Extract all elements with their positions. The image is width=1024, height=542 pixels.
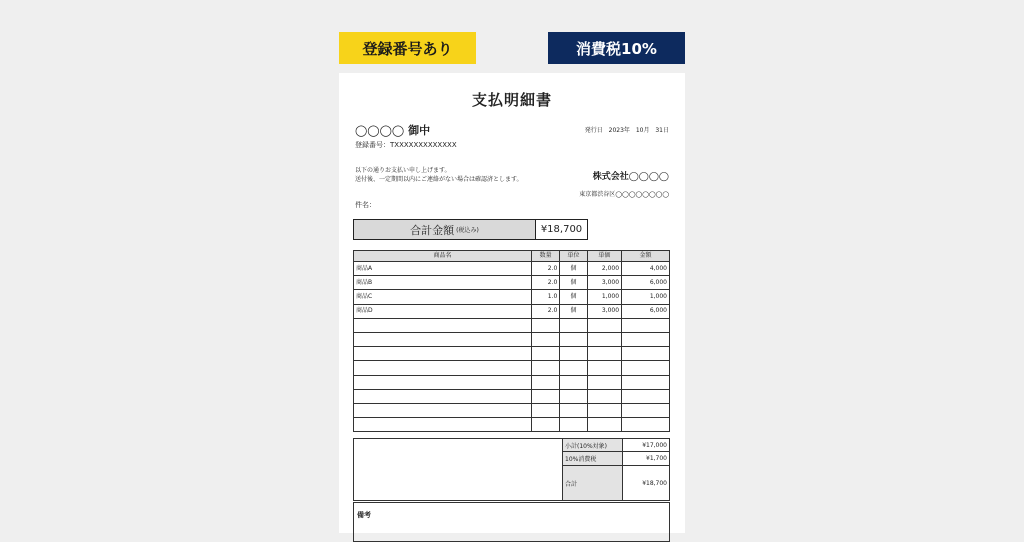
cell-name — [354, 418, 532, 432]
table-row — [354, 304, 670, 318]
remarks-label: 備考 — [357, 511, 371, 519]
cell-name: 商品D — [354, 304, 532, 318]
cell-amount: 4,000 — [622, 262, 670, 276]
table-row — [354, 332, 670, 346]
tax-included-note: (税込み) — [456, 227, 479, 234]
registration-badge: 登録番号あり — [339, 32, 476, 64]
cell-qty: 2.0 — [531, 304, 559, 318]
cell-unit — [560, 403, 587, 417]
table-row — [354, 276, 670, 290]
message-line-2: 送付後、一定期間以内にご連絡がない場合は確認済とします。 — [355, 176, 523, 183]
cell-name — [354, 389, 532, 403]
cell-name — [354, 318, 532, 332]
cell-amount — [622, 418, 670, 432]
cell-price: 3,000 — [587, 304, 621, 318]
cell-name: 商品B — [354, 276, 532, 290]
document-title: 支払明細書 — [471, 91, 552, 109]
cell-amount: 6,000 — [622, 276, 670, 290]
cell-price — [587, 418, 621, 432]
cell-name: 商品A — [354, 262, 532, 276]
header-unit: 単位 — [560, 251, 587, 262]
total-amount-label — [354, 220, 536, 239]
cell-amount: 1,000 — [622, 290, 670, 304]
cell-unit — [560, 375, 587, 389]
table-row — [354, 389, 670, 403]
cell-amount — [622, 332, 670, 346]
payment-statement-sheet — [339, 73, 685, 533]
table-row — [354, 262, 670, 276]
recipient-name: ◯◯◯◯ 御中 — [355, 124, 431, 137]
summary-blank-area — [354, 439, 563, 501]
cell-name: 商品C — [354, 290, 532, 304]
table-row — [354, 290, 670, 304]
table-row — [354, 418, 670, 432]
company-address: 東京都渋谷区◯◯◯◯◯◯◯◯ — [579, 191, 669, 198]
payment-message — [355, 166, 523, 184]
cell-name — [354, 347, 532, 361]
header-item-name: 商品名 — [354, 251, 532, 262]
summary-table — [353, 438, 670, 501]
cell-qty — [531, 361, 559, 375]
cell-unit — [560, 318, 587, 332]
cell-qty — [531, 332, 559, 346]
cell-price — [587, 389, 621, 403]
tax-value: ¥1,700 — [623, 452, 670, 466]
cell-qty: 2.0 — [531, 262, 559, 276]
cell-unit — [560, 361, 587, 375]
table-row — [354, 375, 670, 389]
message-line-1: 以下の通りお支払い申し上げます。 — [355, 167, 451, 174]
issue-date: 発行日 2023年 10月 31日 — [584, 127, 669, 134]
remarks-box — [353, 502, 670, 542]
cell-name — [354, 403, 532, 417]
table-row — [354, 361, 670, 375]
cell-qty — [531, 418, 559, 432]
cell-amount — [622, 361, 670, 375]
table-row — [354, 318, 670, 332]
cell-unit: 個 — [560, 276, 587, 290]
registration-number: 登録番号：TXXXXXXXXXXXXX — [355, 141, 457, 149]
cell-unit — [560, 418, 587, 432]
cell-price — [587, 318, 621, 332]
cell-price — [587, 403, 621, 417]
cell-unit: 個 — [560, 262, 587, 276]
cell-unit: 個 — [560, 290, 587, 304]
total-amount-label-text: 合計金額 — [410, 223, 455, 237]
cell-amount — [622, 389, 670, 403]
subtotal-row — [354, 439, 670, 452]
subtotal-value: ¥17,000 — [623, 439, 670, 452]
cell-price: 1,000 — [587, 290, 621, 304]
cell-price — [587, 375, 621, 389]
cell-amount — [622, 403, 670, 417]
cell-qty — [531, 318, 559, 332]
tax-rate-badge: 消費税10% — [548, 32, 685, 64]
cell-price — [587, 361, 621, 375]
total-amount-value: ¥18,700 — [540, 224, 583, 235]
cell-qty — [531, 389, 559, 403]
cell-unit — [560, 389, 587, 403]
cell-amount — [622, 347, 670, 361]
cell-qty — [531, 403, 559, 417]
grand-total-value: ¥18,700 — [623, 466, 670, 501]
cell-price — [587, 347, 621, 361]
subject-label: 件名： — [355, 201, 376, 209]
cell-amount — [622, 375, 670, 389]
tax-label: 10%消費税 — [563, 452, 623, 466]
total-amount-box — [353, 219, 588, 240]
items-table-body — [354, 262, 670, 432]
cell-name — [354, 375, 532, 389]
cell-unit — [560, 347, 587, 361]
cell-qty — [531, 347, 559, 361]
table-header-row — [354, 251, 670, 262]
cell-price: 2,000 — [587, 262, 621, 276]
cell-unit: 個 — [560, 304, 587, 318]
table-row — [354, 403, 670, 417]
company-name: 株式会社◯◯◯◯ — [592, 172, 669, 182]
header-unit-price: 単価 — [587, 251, 621, 262]
cell-qty — [531, 375, 559, 389]
items-table — [353, 250, 670, 432]
cell-amount — [622, 318, 670, 332]
cell-price: 3,000 — [587, 276, 621, 290]
header-quantity: 数量 — [531, 251, 559, 262]
cell-amount: 6,000 — [622, 304, 670, 318]
cell-price — [587, 332, 621, 346]
cell-unit — [560, 332, 587, 346]
subtotal-label: 小計(10%対象) — [563, 439, 623, 452]
cell-name — [354, 361, 532, 375]
cell-qty: 1.0 — [531, 290, 559, 304]
cell-qty: 2.0 — [531, 276, 559, 290]
cell-name — [354, 332, 532, 346]
grand-total-label: 合計 — [563, 466, 623, 501]
table-row — [354, 347, 670, 361]
header-amount: 金額 — [622, 251, 670, 262]
